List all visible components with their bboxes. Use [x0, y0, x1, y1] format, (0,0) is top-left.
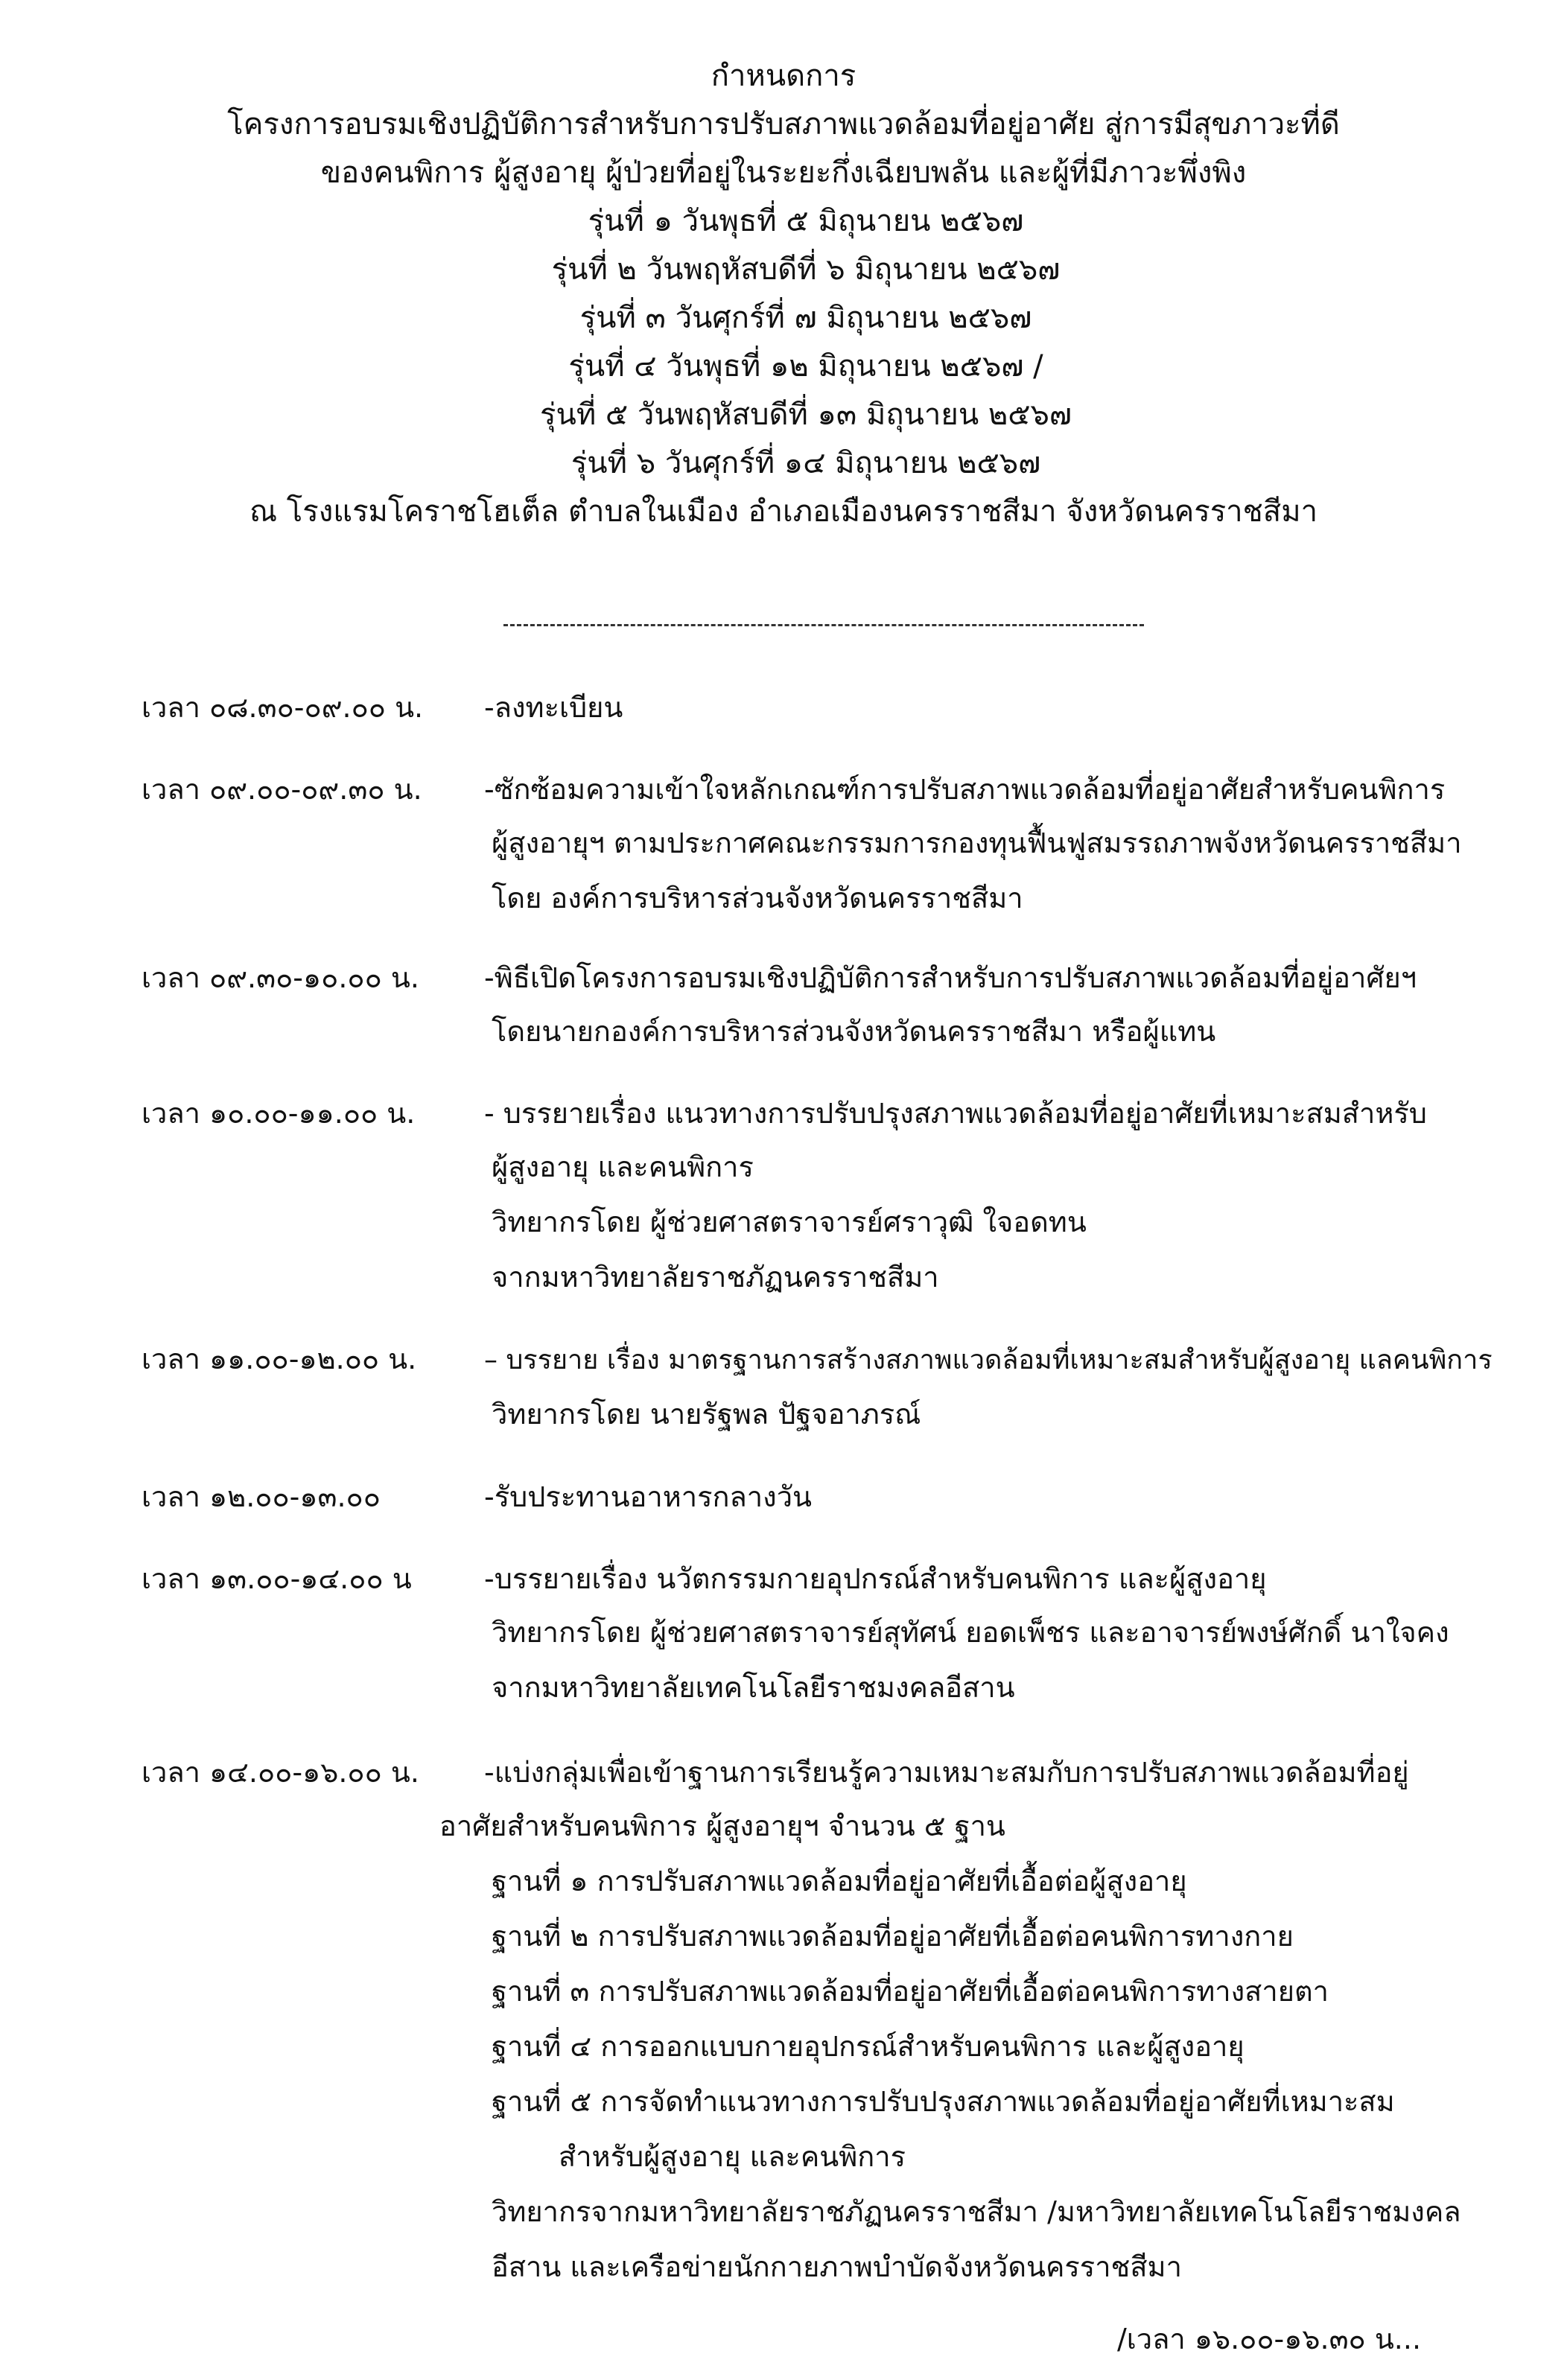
schedule-time: เวลา ๐๙.๐๐-๐๙.๓๐ น.: [142, 773, 422, 806]
schedule-desc: - บรรยายเรื่อง แนวทางการปรับปรุงสภาพแวดล้อมที่อยู่อาศัยที่เหมาะสมสำหรับ: [484, 1097, 1427, 1130]
schedule-item-3: [142, 952, 1417, 1059]
round-3: รุ่นที่ ๓ วันศุกร์ที่ ๗ มิถุนายน ๒๕๖๗: [579, 301, 1032, 335]
document-header: [0, 52, 1567, 536]
schedule-time: เวลา ๐๙.๓๐-๑๐.๐๐ น.: [142, 961, 419, 994]
round-2: รุ่นที่ ๒ วันพฤหัสบดีที่ ๖ มิถุนายน ๒๕๖๗: [551, 252, 1061, 287]
station-speakers-line-2: อีสาน และเครือข่ายนักกายภาพบำบัดจังหวัดนครราชสีมา: [492, 2250, 1182, 2283]
schedule-time: เวลา ๑๒.๐๐-๑๓.๐๐: [142, 1480, 381, 1513]
station-5-cont: สำหรับผู้สูงอายุ และคนพิการ: [559, 2140, 906, 2173]
station-5: ฐานที่ ๕ การจัดทำแนวทางการปรับปรุงสภาพแวดล้อมที่อยู่อาศัยที่เหมาะสม: [492, 2085, 1395, 2118]
schedule-cont: ผู้สูงอายุฯ ตามประกาศคณะกรรมการกองทุนฟื้นฟูสมรรถภาพจังหวัดนครราชสีมา: [492, 827, 1462, 859]
schedule-desc: -แบ่งกลุ่มเพื่อเข้าฐานการเรียนรู้ความเหมาะสมกับการปรับสภาพแวดล้อมที่อยู่: [484, 1756, 1409, 1789]
project-title-line-2: ของคนพิการ ผู้สูงอายุ ผู้ป่วยที่อยู่ในระยะกึ่งเฉียบพลัน และผู้ที่มีภาวะพึ่งพิง: [320, 156, 1247, 190]
schedule-cont: วิทยากรโดย ผู้ช่วยศาสตราจารย์ศราวุฒิ ใจอดทน: [492, 1206, 1087, 1238]
round-6: รุ่นที่ ๖ วันศุกร์ที่ ๑๔ มิถุนายน ๒๕๖๗: [570, 446, 1041, 480]
schedule-item-1: [142, 681, 623, 734]
station-speakers-line-1: วิทยากรจากมหาวิทยาลัยราชภัฏนครราชสีมา /มหาวิทยาลัยเทคโนโลยีราชมงคล: [492, 2195, 1461, 2228]
schedule-item-7: [142, 1553, 1449, 1715]
schedule-desc: -ซักซ้อมความเข้าใจหลักเกณฑ์การปรับสภาพแวดล้อมที่อยู่อาศัยสำหรับคนพิการ: [484, 773, 1446, 806]
schedule-time: เวลา ๑๐.๐๐-๑๑.๐๐ น.: [142, 1097, 416, 1130]
station-2: ฐานที่ ๒ การปรับสภาพแวดล้อมที่อยู่อาศัยที่เอื้อต่อคนพิการทางกาย: [492, 1920, 1294, 1953]
station-intro: อาศัยสำหรับคนพิการ ผู้สูงอายุฯ จำนวน ๕ ฐาน: [439, 1810, 1005, 1842]
schedule-cont: โดยนายกองค์การบริหารส่วนจังหวัดนครราชสีมา หรือผู้แทน: [492, 1015, 1216, 1048]
venue-line: ณ โรงแรมโคราชโฮเต็ล ตำบลในเมือง อำเภอเมืองนครราชสีมา จังหวัดนครราชสีมา: [249, 494, 1318, 529]
schedule-desc: -รับประทานอาหารกลางวัน: [484, 1480, 813, 1513]
project-title-line-1: โครงการอบรมเชิงปฏิบัติการสำหรับการปรับสภาพแวดล้อมที่อยู่อาศัย สู่การมีสุขภาวะที่ดี: [227, 107, 1340, 141]
schedule-item-2: [142, 763, 1462, 926]
schedule-cont: จากมหาวิทยาลัยเทคโนโลยีราชมงคลอีสาน: [492, 1671, 1015, 1704]
header-divider: [503, 624, 1144, 626]
schedule-time: เวลา ๑๑.๐๐-๑๒.๐๐ น.: [142, 1343, 417, 1375]
round-4: รุ่นที่ ๔ วันพุธที่ ๑๒ มิถุนายน ๒๕๖๗ /: [568, 349, 1043, 384]
schedule-item-5: [142, 1333, 1493, 1442]
schedule-cont: วิทยากรโดย นายรัฐพล ปัฐจอาภรณ์: [492, 1398, 921, 1431]
station-4: ฐานที่ ๔ การออกแบบกายอุปกรณ์สำหรับคนพิการ และผู้สูงอายุ: [492, 2030, 1245, 2063]
schedule-desc: -บรรยายเรื่อง นวัตกรรมกายอุปกรณ์สำหรับคนพิการ และผู้สูงอายุ: [484, 1562, 1267, 1595]
station-1: ฐานที่ ๑ การปรับสภาพแวดล้อมที่อยู่อาศัยที่เอื้อต่อผู้สูงอายุ: [492, 1865, 1187, 1897]
round-5: รุ่นที่ ๕ วันพฤหัสบดีที่ ๑๓ มิถุนายน ๒๕๖๗: [540, 398, 1072, 432]
schedule-item-4: [142, 1087, 1427, 1305]
round-1: รุ่นที่ ๑ วันพุธที่ ๕ มิถุนายน ๒๕๖๗: [588, 204, 1024, 238]
document-title: กำหนดการ: [711, 59, 856, 93]
station-3: ฐานที่ ๓ การปรับสภาพแวดล้อมที่อยู่อาศัยที่เอื้อต่อคนพิการทางสายตา: [492, 1975, 1329, 2008]
schedule-cont: ผู้สูงอายุ และคนพิการ: [492, 1151, 754, 1183]
schedule-desc: -ลงทะเบียน: [484, 691, 623, 724]
schedule-time: เวลา ๑๓.๐๐-๑๔.๐๐ น: [142, 1562, 412, 1595]
page-continuation: /เวลา ๑๖.๐๐-๑๖.๓๐ น...: [1117, 2323, 1422, 2355]
schedule-cont: โดย องค์การบริหารส่วนจังหวัดนครราชสีมา: [492, 882, 1023, 914]
schedule-desc: – บรรยาย เรื่อง มาตรฐานการสร้างสภาพแวดล้อมที่เหมาะสมสำหรับผู้สูงอายุ แลคนพิการ: [484, 1345, 1493, 1375]
schedule-cont: จากมหาวิทยาลัยราชภัฏนครราชสีมา: [492, 1261, 939, 1294]
schedule-desc: -พิธีเปิดโครงการอบรมเชิงปฏิบัติการสำหรับการปรับสภาพแวดล้อมที่อยู่อาศัยฯ: [484, 961, 1417, 994]
schedule-item-6: [142, 1471, 812, 1523]
schedule-cont: วิทยากรโดย ผู้ช่วยศาสตราจารย์สุทัศน์ ยอดเพ็ชร และอาจารย์พงษ์ศักดิ์ นาใจคง: [492, 1616, 1449, 1649]
schedule-time: เวลา ๐๘.๓๐-๐๙.๐๐ น.: [142, 691, 424, 724]
schedule-time: เวลา ๑๔.๐๐-๑๖.๐๐ น.: [142, 1756, 419, 1789]
schedule-item-8: [142, 1746, 1461, 2294]
